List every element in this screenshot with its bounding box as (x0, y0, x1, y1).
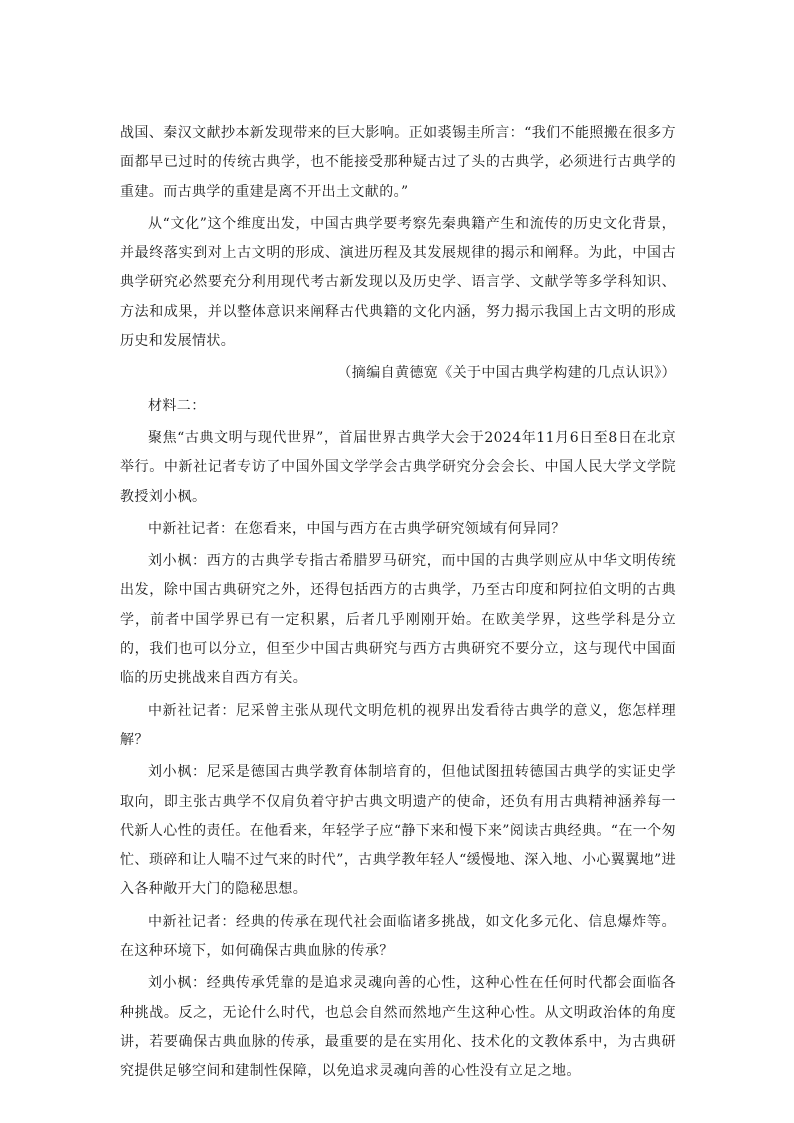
answer-1: 刘小枫：西方的古典学专指古希腊罗马研究，而中国的古典学则应从中华文明传统出发，除中国古典研究之外，还得包括西方的古典学，乃至古印度和阿拉伯文明的古典学，前者中国学界已有一定积累，后者几乎刚刚开始。在欧美学界，这些学科是分立的，我们也可以分立，但至少中国古典研究与西方古典研究不要分立，这与现代中国面临的历史挑战来自西方有关。 (120, 553, 676, 687)
article-body (120, 119, 676, 1087)
question-3: 中新社记者：经典的传承在现代社会面临诸多挑战，如文化多元化、信息爆炸等。在这种环境下，如何确保古典血脉的传承？ (120, 913, 676, 960)
answer-2: 刘小枫：尼采是德国古典学教育体制培育的，但他试图扭转德国古典学的实证史学取向，即主张古典学不仅肩负着守护古典文明遗产的使命，还负有用古典精神涵养每一代新人心性的责任。在他看来，年轻学子应“静下来和慢下来”阅读古典经典。“在一个匆忙、琐碎和让人喘不过气来的时代”，古典学教年轻人“缓慢地、深入地、小心翼翼地”进入各种敞开大门的隐秘思想。 (120, 764, 676, 898)
question-2: 中新社记者：尼采曾主张从现代文明危机的视界出发看待古典学的意义，您怎样理解？ (120, 702, 676, 748)
material-two-heading: 材料二： (148, 397, 206, 414)
paragraph-conference-intro: 聚焦“古典文明与现代世界”，首届世界古典学大会于2024年11月6日至8日在北京举行。中新社记者专访了中国外国文学学会古典学研究分会会长、中国人民大学文学院教授刘小枫。 (120, 429, 676, 505)
question-1: 中新社记者：在您看来，中国与西方在古典学研究领域有何异同？ (148, 520, 566, 537)
source-citation: （摘编自黄德宽《关于中国古典学构建的几点认识》） (337, 365, 676, 382)
paragraph-culture-dimension: 从“文化”这个维度出发，中国古典学要考察先秦典籍产生和流传的历史文化背景，并最终落实到对上古文明的形成、演进历程及其发展规律的揭示和阐释。为此，中国古典学研究必然要充分利用现代考古新发现以及历史学、语言学、文献学等多学科知识、方法和成果，并以整体意识来阐释古代典籍的文化内涵，努力揭示我国上古文明的形成历史和发展情状。 (120, 215, 676, 350)
answer-3: 刘小枫：经典传承凭靠的是追求灵魂向善的心性，这种心性在任何时代都会面临各种挑战。反之，无论什么时代，也总会自然而然地产生这种心性。从文明政治体的角度讲，若要确保古典血脉的传承，最重要的是在实用化、技术化的文教体系中，为古典研究提供足够空间和建制性保障，以免追求灵魂向善的心性没有立足之地。 (120, 975, 676, 1080)
paragraph-continuation: 战国、秦汉文献抄本新发现带来的巨大影响。正如裘锡圭所言：“我们不能照搬在很多方面都早已过时的传统古典学，也不能接受那种疑古过了头的古典学，必须进行古典学的重建。而古典学的重建是离不开出土文献的。” (120, 125, 676, 200)
